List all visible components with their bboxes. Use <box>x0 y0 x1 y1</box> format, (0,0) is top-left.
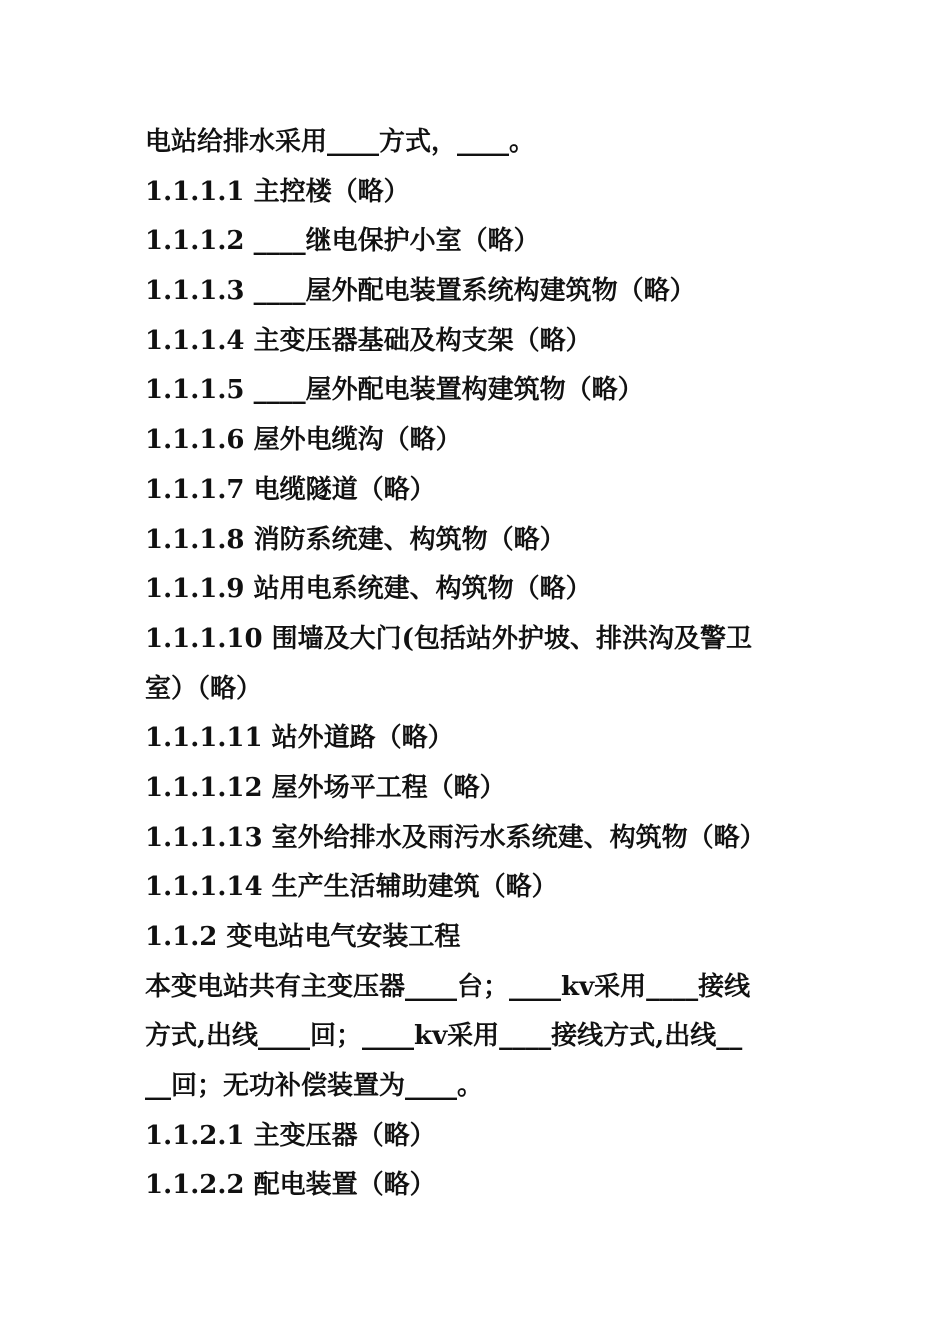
document-body <box>145 118 815 1211</box>
heading-1-1-1-11: 1.1.1.11 站外道路（略） <box>145 723 454 754</box>
heading-1-1-1-10-cont: 室）（略） <box>145 673 263 704</box>
heading-1-1-1-5: 1.1.1.5 ____屋外配电装置构建筑物（略） <box>145 375 644 406</box>
heading-1-1-1-12: 1.1.1.12 屋外场平工程（略） <box>145 772 506 803</box>
heading-1-1-1-8: 1.1.1.8 消防系统建、构筑物（略） <box>145 524 566 555</box>
heading-1-1-1-7: 1.1.1.7 电缆隧道（略） <box>145 474 436 505</box>
paragraph-transformer-line-3: __回；无功补偿装置为____。 <box>145 1071 484 1102</box>
heading-1-1-1-10: 1.1.1.10 围墙及大门(包括站外护坡、排洪沟及警卫 <box>145 623 752 654</box>
heading-1-1-1-6: 1.1.1.6 屋外电缆沟（略） <box>145 425 462 456</box>
heading-1-1-1-13: 1.1.1.13 室外给排水及雨污水系统建、构筑物（略） <box>145 822 766 853</box>
paragraph-water-supply: 电站给排水采用____方式，____。 <box>145 127 536 157</box>
heading-1-1-1-4: 1.1.1.4 主变压器基础及构支架（略） <box>145 325 592 356</box>
paragraph-transformer-line-2: 方式,出线____回；____kv采用____接线方式,出线__ <box>145 1021 743 1052</box>
heading-1-1-1-9: 1.1.1.9 站用电系统建、构筑物（略） <box>145 574 592 605</box>
heading-1-1-2: 1.1.2 变电站电气安装工程 <box>145 922 461 952</box>
heading-1-1-1-3: 1.1.1.3 ____屋外配电装置系统构建筑物（略） <box>145 276 696 307</box>
heading-1-1-2-2: 1.1.2.2 配电装置（略） <box>145 1170 436 1201</box>
heading-1-1-2-1: 1.1.2.1 主变压器（略） <box>145 1120 436 1151</box>
heading-1-1-1-14: 1.1.1.14 生产生活辅助建筑（略） <box>145 872 558 903</box>
paragraph-transformer-line-1: 本变电站共有主变压器____台；____kv采用____接线 <box>145 971 751 1002</box>
heading-1-1-1-1: 1.1.1.1 主控楼（略） <box>145 176 410 207</box>
heading-1-1-1-2: 1.1.1.2 ____继电保护小室（略） <box>145 226 540 257</box>
